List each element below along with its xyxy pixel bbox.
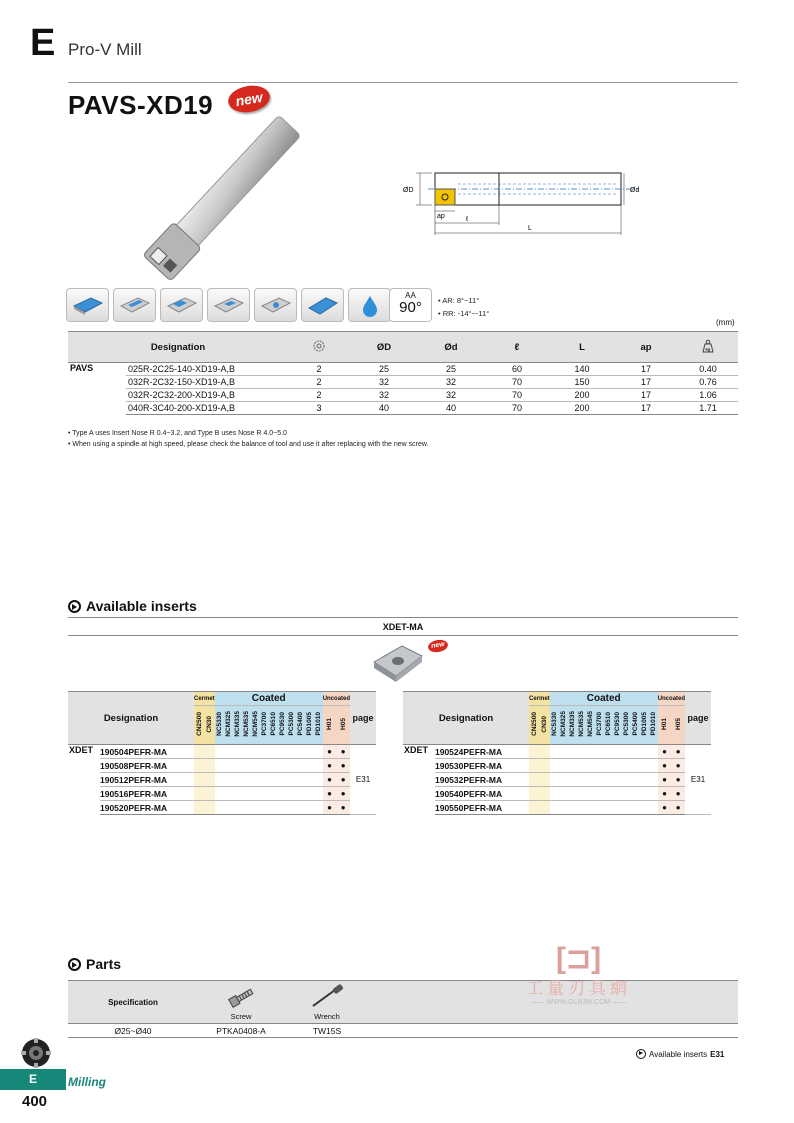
grade: H05	[671, 706, 685, 745]
grade: CN2500	[194, 706, 204, 745]
drawing-label-l-small: ℓ	[466, 216, 469, 223]
footer-ref-page: E31	[710, 1049, 725, 1059]
stock-mark: ●	[671, 801, 685, 815]
drawing-label-od: ØD	[403, 187, 414, 194]
spec-ap: 17	[614, 363, 678, 376]
insert-photo	[368, 640, 428, 684]
grade: CN30	[539, 706, 549, 745]
ins-col-page: page	[350, 692, 376, 745]
grade: PD1005	[305, 706, 314, 745]
spec-l: 70	[484, 402, 550, 415]
spec-designation: 032R-2C32-200-XD19-A,B	[126, 389, 288, 402]
cat-uncoated: Uncoated	[323, 692, 350, 706]
grade: NCM325	[224, 706, 233, 745]
stock-mark: ●	[658, 759, 672, 773]
grade: NCM545	[251, 706, 260, 745]
cat-uncoated: Uncoated	[658, 692, 685, 706]
grade: PC3700	[260, 706, 269, 745]
screw-label: Screw	[230, 1012, 252, 1021]
parts-heading	[68, 956, 121, 972]
stock-mark: ●	[336, 745, 350, 759]
grade: PC9530	[278, 706, 287, 745]
grade: NC5330	[550, 706, 559, 745]
watermark-url: —— WWW.GLRJW.COM ——	[530, 999, 627, 1006]
spec-z: 2	[288, 363, 350, 376]
grade: PC6510	[604, 706, 613, 745]
footer-ref-label: Available inserts	[649, 1049, 708, 1059]
grade: PC6510	[269, 706, 278, 745]
parts-wrench-value: TW15S	[284, 1024, 370, 1038]
stock-mark: ●	[671, 745, 685, 759]
grade: NCM545	[586, 706, 595, 745]
stock-mark: ●	[323, 787, 337, 801]
spec-row	[68, 376, 738, 389]
spec-ap: 17	[614, 402, 678, 415]
parts-title: Parts	[86, 956, 122, 972]
arrow-circle-icon	[68, 600, 81, 613]
approach-angle-box	[389, 288, 432, 322]
parts-col-spec: Specification	[68, 981, 198, 1024]
spec-L: 200	[550, 389, 614, 402]
parts-col-wrench	[284, 981, 370, 1024]
available-inserts-title: Available inserts	[86, 598, 197, 614]
spec-L: 140	[550, 363, 614, 376]
parts-spec-value: Ø25~Ø40	[68, 1024, 198, 1038]
spec-L: 200	[550, 402, 614, 415]
watermark-logo: [⊐]	[555, 942, 602, 975]
insert-designation: 190520PEFR-MA	[100, 801, 194, 815]
screw-icon	[223, 984, 259, 1010]
spec-kg: 0.76	[678, 376, 738, 389]
spec-row	[68, 363, 738, 376]
tool-photo	[125, 110, 325, 280]
insert-page-ref: E31	[685, 745, 711, 815]
spec-row	[68, 389, 738, 402]
rake-angles	[438, 294, 489, 320]
spec-designation: 025R-2C25-140-XD19-A,B	[126, 363, 288, 376]
watermark-text: 工量刃具網	[526, 979, 631, 998]
spec-L: 150	[550, 376, 614, 389]
grade: H05	[336, 706, 350, 745]
stock-mark: ●	[336, 773, 350, 787]
grade: NC5330	[215, 706, 224, 745]
parts-screw-value: PTKA0408-A	[198, 1024, 284, 1038]
drawing-label-l-big: L	[528, 225, 532, 232]
footer-reference[interactable]	[636, 1049, 724, 1059]
application-icons	[66, 288, 391, 322]
slot-milling-icon	[113, 288, 156, 322]
stock-mark: ●	[323, 801, 337, 815]
insert-group: XDET	[404, 745, 429, 755]
section-letter: E	[30, 22, 56, 64]
insert-designation: 190550PEFR-MA	[435, 801, 529, 815]
parts-col-screw	[198, 981, 284, 1024]
grade: PD1010	[314, 706, 323, 745]
technical-drawing	[398, 163, 668, 243]
col-l-big: L	[550, 332, 614, 363]
chapter-label: Milling	[68, 1075, 106, 1089]
cat-coated: Coated	[215, 692, 323, 706]
available-inserts-heading	[68, 598, 197, 614]
spec-l: 60	[484, 363, 550, 376]
weight-icon	[699, 339, 717, 353]
spec-D: 25	[350, 363, 418, 376]
step-milling-icon	[160, 288, 203, 322]
grade: NCM535	[242, 706, 251, 745]
stock-mark: ●	[671, 787, 685, 801]
chapter-tab: E	[0, 1069, 66, 1090]
insert-designation: 190540PEFR-MA	[435, 787, 529, 801]
drawing-label-ap: ap	[437, 213, 445, 220]
spec-designation: 040R-3C40-200-XD19-A,B	[126, 402, 288, 415]
col-weight	[678, 332, 738, 363]
insert-group: XDET	[69, 745, 94, 755]
spec-D: 32	[350, 376, 418, 389]
insert-row	[68, 759, 376, 773]
section-title: Pro-V Mill	[68, 40, 142, 59]
grade: PC5400	[296, 706, 305, 745]
stock-mark: ●	[323, 773, 337, 787]
insert-designation: 190524PEFR-MA	[435, 745, 529, 759]
insert-designation: 190504PEFR-MA	[100, 745, 194, 759]
insert-page-ref: E31	[350, 745, 376, 815]
spec-ap: 17	[614, 376, 678, 389]
ins-col-designation: Designation	[68, 692, 194, 745]
ramping-icon	[301, 288, 344, 322]
approach-angle-value: 90°	[399, 299, 422, 316]
stock-mark: ●	[323, 759, 337, 773]
watermark	[526, 944, 631, 1006]
header-divider	[68, 82, 738, 83]
grade: PC5400	[631, 706, 640, 745]
parts-table	[68, 980, 738, 1038]
spec-z: 2	[288, 389, 350, 402]
grade: NCM535	[577, 706, 586, 745]
col-l-small: ℓ	[484, 332, 550, 363]
spec-kg: 1.71	[678, 402, 738, 415]
stock-mark: ●	[336, 787, 350, 801]
insert-row	[403, 745, 711, 759]
insert-row	[403, 801, 711, 815]
col-ap: ap	[614, 332, 678, 363]
spec-group: PAVS	[70, 363, 94, 373]
new-badge: new	[226, 83, 272, 116]
spec-d: 32	[418, 389, 484, 402]
ins-col-page: page	[685, 692, 711, 745]
insert-row	[68, 787, 376, 801]
grade: PC5300	[287, 706, 296, 745]
grade: NCM325	[559, 706, 568, 745]
spec-d: 40	[418, 402, 484, 415]
arrow-circle-icon	[68, 958, 81, 971]
svg-text:kg: kg	[705, 346, 711, 351]
insert-designation: 190516PEFR-MA	[100, 787, 194, 801]
grade: PC5300	[622, 706, 631, 745]
wrench-label: Wrench	[314, 1012, 340, 1021]
grade: PC9530	[613, 706, 622, 745]
inserts-table-right	[403, 691, 711, 815]
insert-row	[403, 773, 711, 787]
arrow-circle-icon	[636, 1049, 646, 1059]
grade: NCM335	[568, 706, 577, 745]
spec-designation: 032R-2C32-150-XD19-A,B	[126, 376, 288, 389]
ins-col-designation: Designation	[403, 692, 529, 745]
insert-designation: 190508PEFR-MA	[100, 759, 194, 773]
inserts-table-left	[68, 691, 376, 815]
stock-mark: ●	[671, 773, 685, 787]
insert-row	[68, 773, 376, 787]
grade: CN2500	[529, 706, 539, 745]
spec-l: 70	[484, 389, 550, 402]
notes	[68, 428, 428, 450]
col-od: ØD	[350, 332, 418, 363]
col-designation: Designation	[68, 332, 288, 363]
coolant-drop-icon	[348, 288, 391, 322]
cat-cermet: Cermet	[194, 692, 215, 706]
grade: NCM335	[233, 706, 242, 745]
page-number: 400	[22, 1093, 48, 1110]
col-odd: Ød	[418, 332, 484, 363]
insert-designation: 190530PEFR-MA	[435, 759, 529, 773]
shoulder-milling-icon	[66, 288, 109, 322]
stock-mark: ●	[658, 773, 672, 787]
cat-coated: Coated	[550, 692, 658, 706]
grade: PD1010	[649, 706, 658, 745]
approach-angle-code: AA	[405, 291, 416, 300]
spec-z: 2	[288, 376, 350, 389]
spec-l: 70	[484, 376, 550, 389]
stock-mark: ●	[658, 787, 672, 801]
cat-cermet: Cermet	[529, 692, 550, 706]
axial-rake: • AR: 8°~11°	[438, 296, 480, 305]
spec-ap: 17	[614, 389, 678, 402]
milling-cutter-icon	[20, 1037, 52, 1069]
insert-row	[68, 745, 376, 759]
stock-mark: ●	[658, 801, 672, 815]
stock-mark: ●	[336, 801, 350, 815]
spec-kg: 1.06	[678, 389, 738, 402]
insert-row	[403, 759, 711, 773]
spec-D: 40	[350, 402, 418, 415]
stock-mark: ●	[658, 745, 672, 759]
insert-row	[68, 801, 376, 815]
stock-mark: ●	[336, 759, 350, 773]
pocket-milling-icon	[254, 288, 297, 322]
spec-d: 25	[418, 363, 484, 376]
grade: CN30	[204, 706, 214, 745]
insert-name: XDET-MA	[68, 617, 738, 636]
unit-label: (mm)	[716, 318, 735, 327]
stock-mark: ●	[671, 759, 685, 773]
drawing-label-odd: Ød	[630, 187, 640, 194]
teeth-count-icon	[312, 339, 326, 353]
spec-table	[68, 331, 738, 415]
face-milling-icon	[207, 288, 250, 322]
col-teeth	[288, 332, 350, 363]
spec-D: 32	[350, 389, 418, 402]
note-2: • When using a spindle at high speed, please check the balance of tool and use it after replacing with the new screw.	[68, 441, 429, 448]
grade: H01	[323, 706, 337, 745]
insert-designation: 190512PEFR-MA	[100, 773, 194, 787]
stock-mark: ●	[323, 745, 337, 759]
insert-designation: 190532PEFR-MA	[435, 773, 529, 787]
grade: PD1005	[640, 706, 649, 745]
note-1: • Type A uses Insert Nose R 0.4~3.2, and Type B uses Nose R 4.0~5.0	[68, 430, 287, 437]
spec-z: 3	[288, 402, 350, 415]
wrench-icon	[307, 984, 347, 1010]
grade: H01	[658, 706, 672, 745]
spec-row	[68, 402, 738, 415]
insert-new-badge: new	[427, 638, 449, 653]
insert-row	[403, 787, 711, 801]
radial-rake: • RR: -14°~-11°	[438, 309, 490, 318]
spec-d: 32	[418, 376, 484, 389]
spec-kg: 0.40	[678, 363, 738, 376]
grade: PC3700	[595, 706, 604, 745]
product-title: PAVS-XD19	[68, 90, 214, 120]
